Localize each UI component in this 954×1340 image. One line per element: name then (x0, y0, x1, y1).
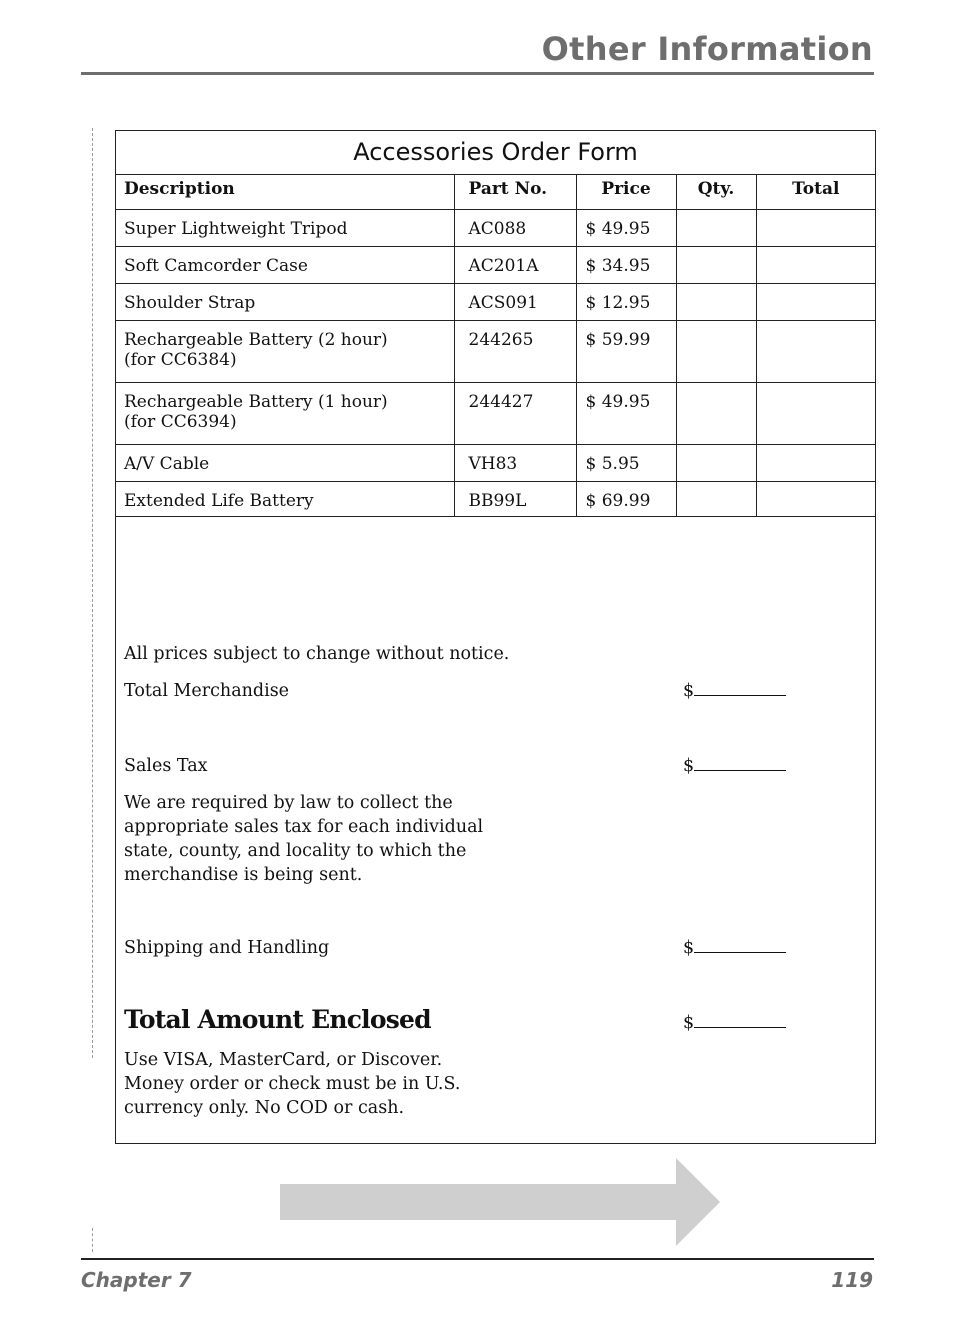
total-cell[interactable] (756, 247, 875, 284)
payment-note-line: Money order or check must be in U.S. (124, 1074, 461, 1094)
total-cell[interactable] (756, 445, 875, 482)
currency-symbol: $ (683, 756, 695, 776)
total-merchandise-field[interactable] (683, 679, 786, 703)
item-description: Super Lightweight Tripod (124, 219, 348, 239)
table-row (116, 284, 875, 321)
total-merchandise-label: Total Merchandise (124, 681, 290, 701)
table-row (116, 210, 875, 247)
qty-cell[interactable] (676, 247, 756, 284)
item-price: $ 59.99 (585, 330, 651, 350)
qty-cell[interactable] (676, 482, 756, 517)
item-description: A/V Cable (124, 454, 210, 474)
sales-tax-field[interactable] (683, 754, 786, 778)
footer-rule (81, 1258, 874, 1260)
item-price: $ 34.95 (585, 256, 651, 276)
header-rule (81, 72, 874, 75)
item-part-no: VH83 (468, 454, 518, 474)
sales-tax-note-line: We are required by law to collect the (124, 793, 453, 813)
column-header-qty: Qty. (676, 175, 756, 210)
item-description: Soft Camcorder Case (124, 256, 308, 276)
page-title: Other Information (541, 30, 873, 68)
sales-tax-note (124, 791, 483, 887)
item-description: Rechargeable Battery (1 hour) (124, 392, 388, 412)
next-page-arrow-icon (280, 1158, 722, 1248)
order-table (116, 175, 875, 517)
payment-note-line: Use VISA, MasterCard, or Discover. (124, 1050, 443, 1070)
item-price: $ 12.95 (585, 293, 651, 313)
item-price: $ 49.95 (585, 392, 651, 412)
sales-tax-label: Sales Tax (124, 756, 208, 776)
payment-note (124, 1048, 460, 1120)
qty-cell[interactable] (676, 284, 756, 321)
item-description: Shoulder Strap (124, 293, 256, 313)
table-row (116, 445, 875, 482)
item-part-no: AC201A (468, 256, 539, 276)
currency-symbol: $ (683, 938, 695, 958)
table-row (116, 247, 875, 284)
total-enclosed-field[interactable] (683, 1011, 786, 1035)
total-cell[interactable] (756, 482, 875, 517)
total-cell[interactable] (756, 210, 875, 247)
table-header-row (116, 175, 875, 210)
table-row (116, 383, 875, 445)
shipping-field[interactable] (683, 936, 786, 960)
item-price: $ 69.99 (585, 491, 651, 511)
page-number: 119 (831, 1268, 873, 1292)
total-cell[interactable] (756, 321, 875, 383)
item-part-no: ACS091 (468, 293, 538, 313)
currency-symbol: $ (683, 1013, 695, 1033)
column-header-price: Price (576, 175, 676, 210)
item-description: Extended Life Battery (124, 491, 314, 511)
order-form (115, 130, 876, 1144)
chapter-label: Chapter 7 (81, 1268, 192, 1292)
item-part-no: BB99L (468, 491, 527, 511)
column-header-total: Total (756, 175, 875, 210)
column-header-description: Description (116, 175, 454, 210)
cut-line-lower (92, 1228, 93, 1252)
item-description-note: (for CC6394) (124, 412, 237, 432)
total-enclosed-label: Total Amount Enclosed (124, 1005, 431, 1034)
cut-line (92, 128, 93, 1058)
table-row (116, 482, 875, 517)
item-price: $ 5.95 (585, 454, 640, 474)
sales-tax-note-line: appropriate sales tax for each individual (124, 817, 484, 837)
item-part-no: 244427 (468, 392, 534, 412)
total-cell[interactable] (756, 383, 875, 445)
qty-cell[interactable] (676, 210, 756, 247)
item-price: $ 49.95 (585, 219, 651, 239)
form-title: Accessories Order Form (116, 131, 875, 175)
table-row (116, 321, 875, 383)
item-part-no: AC088 (468, 219, 527, 239)
sales-tax-note-line: state, county, and locality to which the (124, 841, 467, 861)
column-header-part-no: Part No. (454, 175, 576, 210)
item-part-no: 244265 (468, 330, 534, 350)
qty-cell[interactable] (676, 321, 756, 383)
item-description-note: (for CC6384) (124, 350, 237, 370)
item-description: Rechargeable Battery (2 hour) (124, 330, 388, 350)
price-change-note: All prices subject to change without notice. (124, 644, 510, 664)
qty-cell[interactable] (676, 383, 756, 445)
sales-tax-note-line: merchandise is being sent. (124, 865, 363, 885)
currency-symbol: $ (683, 681, 695, 701)
payment-note-line: currency only. No COD or cash. (124, 1098, 405, 1118)
shipping-label: Shipping and Handling (124, 938, 330, 958)
qty-cell[interactable] (676, 445, 756, 482)
total-cell[interactable] (756, 284, 875, 321)
